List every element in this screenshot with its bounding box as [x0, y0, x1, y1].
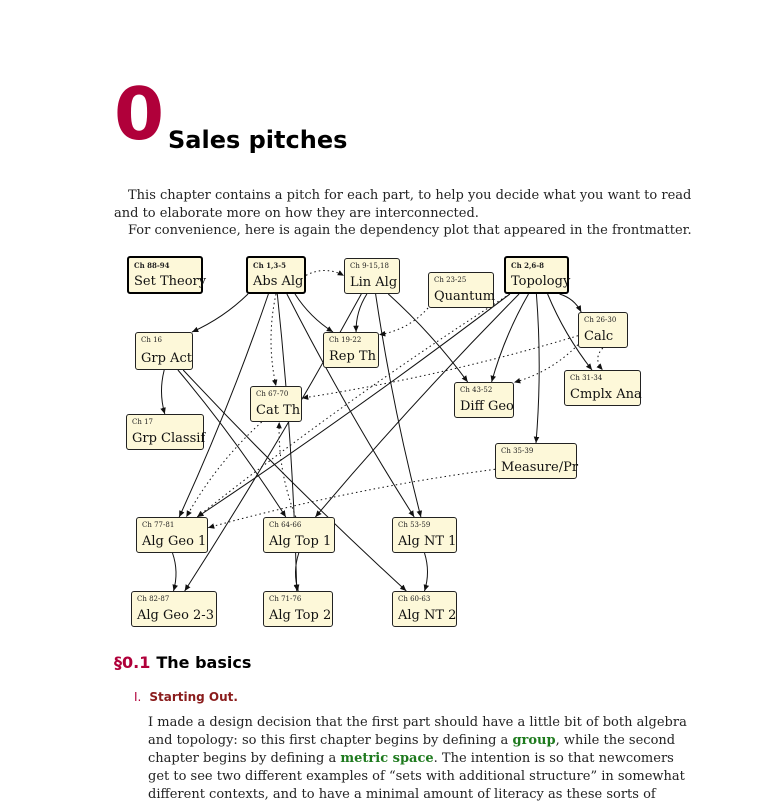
- graph-edge-nt1-nt2: [425, 553, 428, 591]
- node-chapters: Ch 53-59: [398, 521, 431, 529]
- node-chapters: Ch 16: [141, 336, 162, 344]
- item-title: Starting Out.: [149, 690, 238, 704]
- graph-edge-calc-cmplx: [598, 348, 603, 370]
- graph-node-nt2[interactable]: [392, 591, 457, 627]
- node-label: Calc: [584, 329, 614, 344]
- intro-line-3: For convenience, here is again the dependency plot that appeared in the frontmatter.: [128, 223, 692, 238]
- item-number: I.: [134, 690, 142, 704]
- graph-edge-grp-grpc: [161, 370, 164, 414]
- node-chapters: Ch 60-63: [398, 595, 431, 603]
- node-label: Quantum: [434, 289, 496, 304]
- graph-edge-at1-at2: [295, 553, 298, 591]
- node-label: Alg NT 2: [398, 608, 457, 623]
- node-label: Lin Alg: [350, 275, 398, 290]
- graph-node-ag2[interactable]: [131, 591, 217, 627]
- section-title: The basics: [156, 653, 252, 672]
- section-number: §0.1: [114, 653, 151, 672]
- body-line-1: I made a design decision that the first part should have a little bit of both algebra: [148, 715, 687, 730]
- node-chapters: Ch 31-34: [570, 374, 603, 382]
- node-chapters: Ch 35-39: [501, 447, 534, 455]
- graph-node-rep[interactable]: [323, 332, 379, 368]
- node-label: Grp Act: [141, 351, 192, 366]
- node-chapters: Ch 88-94: [134, 261, 170, 270]
- node-label: Alg Geo 2-3: [137, 608, 214, 623]
- node-label: Alg Geo 1: [142, 534, 207, 549]
- node-chapters: Ch 43-52: [460, 386, 493, 394]
- intro-line-2: and to elaborate more on how they are interconnected.: [114, 206, 479, 221]
- node-chapters: Ch 17: [132, 418, 153, 426]
- graph-node-ag1[interactable]: [136, 517, 208, 553]
- graph-edge-abs-nt1: [287, 294, 414, 517]
- node-label: Set Theory: [134, 274, 207, 289]
- graph-node-nt1[interactable]: [392, 517, 457, 553]
- node-chapters: Ch 2,6-8: [511, 261, 545, 270]
- node-label: Topology: [511, 274, 571, 289]
- body-text: , while the second: [555, 733, 676, 748]
- graph-edge-abs-lin: [306, 270, 344, 275]
- node-label: Grp Classif: [132, 431, 206, 446]
- node-label: Diff Geo: [460, 399, 514, 414]
- graph-node-abs[interactable]: [246, 256, 306, 294]
- node-label: Measure/Pr: [501, 460, 579, 475]
- graph-node-at1[interactable]: [263, 517, 335, 553]
- body-text: . The intention is so that newcomers: [433, 751, 674, 766]
- chapter-number: 0: [114, 72, 165, 156]
- list-item-heading: [134, 690, 238, 704]
- node-chapters: Ch 19-22: [329, 336, 362, 344]
- node-chapters: Ch 9-15,18: [350, 262, 389, 270]
- graph-edge-at1-cat: [279, 422, 296, 517]
- node-chapters: Ch 23-25: [434, 276, 467, 284]
- node-chapters: Ch 67-70: [256, 390, 289, 398]
- graph-node-quant[interactable]: [428, 272, 494, 308]
- graph-node-grpc[interactable]: [126, 414, 204, 450]
- node-label: Cat Th: [256, 403, 301, 418]
- node-label: Rep Th: [329, 349, 376, 364]
- graph-edge-topo-meas: [536, 294, 539, 443]
- graph-edge-quant-rep: [379, 308, 428, 335]
- node-chapters: Ch 71-76: [269, 595, 302, 603]
- node-label: Alg Top 1: [269, 534, 332, 549]
- term-group[interactable]: group: [512, 733, 556, 748]
- graph-edge-abs-cat: [271, 294, 276, 386]
- graph-node-calc[interactable]: [578, 312, 628, 348]
- section-heading: [114, 653, 251, 672]
- graph-edge-abs-grp: [192, 294, 248, 332]
- graph-edge-abs-rep: [295, 294, 333, 332]
- graph-node-lin[interactable]: [344, 258, 400, 294]
- node-chapters: Ch 82-87: [137, 595, 170, 603]
- node-chapters: Ch 77-81: [142, 521, 175, 529]
- graph-edge-lin-nt1: [376, 294, 421, 517]
- body-line-4: get to see two different examples of “sets with additional structure” in somewhat: [148, 769, 685, 784]
- intro-line-1: This chapter contains a pitch for each part, to help you decide what you want to read: [128, 188, 692, 203]
- body-text: chapter begins by defining a: [148, 751, 341, 766]
- graph-edge-ag1-ag2: [173, 553, 177, 591]
- graph-node-meas[interactable]: [495, 443, 577, 479]
- graph-node-diff[interactable]: [454, 382, 514, 418]
- graph-node-topo[interactable]: [504, 256, 569, 294]
- graph-node-grp[interactable]: [135, 332, 193, 370]
- graph-node-set[interactable]: [127, 256, 207, 294]
- graph-node-at2[interactable]: [263, 591, 333, 627]
- chapter-title: Sales pitches: [168, 126, 348, 154]
- body-line-5: different contexts, and to have a minimal amount of literacy as these sorts of: [148, 787, 656, 802]
- graph-node-cat[interactable]: [250, 386, 302, 422]
- graph-edge-topo-calc: [560, 294, 582, 312]
- node-chapters: Ch 64-66: [269, 521, 302, 529]
- term-metric-space[interactable]: metric space: [340, 751, 434, 766]
- node-label: Alg Top 2: [269, 608, 332, 623]
- node-label: Alg NT 1: [398, 534, 457, 549]
- body-line-3: [148, 750, 674, 768]
- node-label: Abs Alg: [253, 274, 304, 289]
- graph-edge-lin-rep: [356, 294, 367, 332]
- node-chapters: Ch 26-30: [584, 316, 617, 324]
- node-chapters: Ch 1,3-5: [253, 261, 287, 270]
- body-line-2: [148, 732, 675, 750]
- body-text: and topology: so this first chapter begins by defining a: [148, 733, 513, 748]
- node-label: Cmplx Ana: [570, 387, 642, 402]
- graph-edge-topo-diff: [492, 294, 529, 382]
- graph-node-cmplx[interactable]: [564, 370, 641, 406]
